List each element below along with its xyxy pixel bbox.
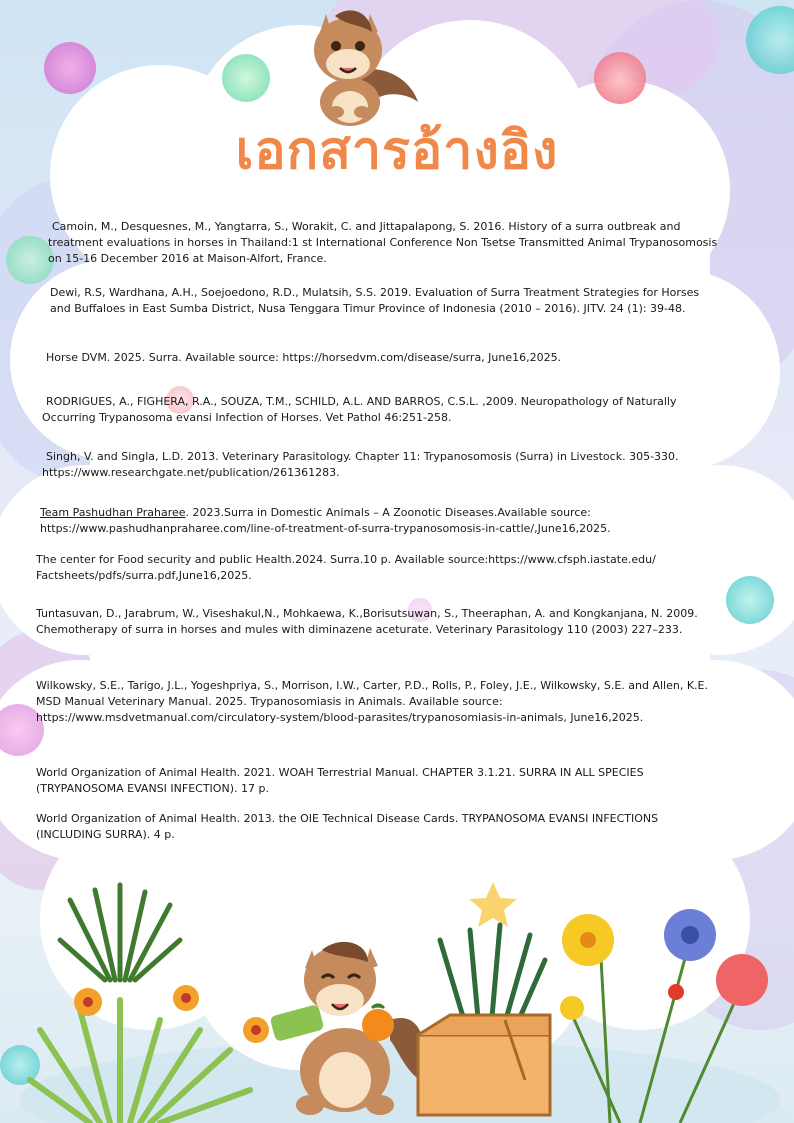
- reference-item: The center for Food security and public Health.2024. Surra.10 p. Available source:https://www.cfsph.iastate.edu/ Factsheets/pdfs/surra.pdf,June16,2025.: [36, 553, 656, 582]
- reference-item: [40, 505, 730, 537]
- reference-item: World Organization of Animal Health. 2021. WOAH Terrestrial Manual. CHAPTER 3.1.21. SURRA IN ALL SPECIES (TRYPANOSOMA EVANSI INFECTION). 17 p.: [36, 766, 644, 795]
- reference-item: Dewi, R.S, Wardhana, A.H., Soejoedono, R.D., Mulatsih, S.S. 2019. Evaluation of Surra Treatment Strategies for Horses and Buffaloes in East Sumba District, Nusa Tenggara Timur Province of Indonesia (2010 – 2016). JITV. 24 (1): 39-48.: [50, 286, 700, 315]
- reference-item: World Organization of Animal Health. 2013. the OIE Technical Disease Cards. TRYPANOSOMA EVANSI INFECTIONS (INCLUDING SURRA). 4 p.: [36, 812, 659, 841]
- page-title: เอกสารอ้างอิง: [235, 121, 559, 181]
- reference-item: Singh, V. and Singla, L.D. 2013. Veterinary Parasitology. Chapter 11: Trypanosomosis (Surra) in Livestock. 305-330. https://www.researchgate.net/publication/261361283.: [42, 450, 679, 479]
- bottom-illustration: [0, 880, 794, 1123]
- reference-author-link: Team Pashudhan Praharee: [40, 506, 186, 519]
- reference-text: . 2023.Surra in Domestic Animals – A Zoonotic Diseases.Available source: https://www.pashudhanpraharee.com/line-of-treatment-of-surra-trypanosomosis-in-cattle/,June16,2025.: [40, 506, 611, 535]
- reference-item: Horse DVM. 2025. Surra. Available source: https://horsedvm.com/disease/surra, June16,2025.: [46, 351, 562, 364]
- reference-item: Camoin, M., Desquesnes, M., Yangtarra, S., Worakit, C. and Jittapalapong, S. 2016. History of a surra outbreak and treatment evaluations in horses in Thailand:1 st International Conference Non Tsetse Transmitted Animal Trypanosomosis on 15-16 December 2016 at Maison-Alfort, France.: [48, 220, 718, 265]
- reference-item: Tuntasuvan, D., Jarabrum, W., Viseshakul,N., Mohkaewa, K.,Borisutsuwan, S., Theeraphan, A. and Kongkanjana, N. 2009. Chemotherapy of surra in horses and mules with diminazene aceturate. Veterinary Parasitology 110 (2003) 227–233.: [36, 607, 698, 636]
- reference-item: Wilkowsky, S.E., Tarigo, J.L., Yogeshpriya, S., Morrison, I.W., Carter, P.D., Rolls, P., Foley, J.E., Wilkowsky, S.E. and Allen, K.E. MSD Manual Veterinary Manual. 2025. Trypanosomiasis in Animals. Available source: https://www.msdvetmanual.com/circulatory-system/blood-parasites/trypanosomiasis-in-animals, June16,2025.: [36, 679, 708, 724]
- reference-item: RODRIGUES, A., FIGHERA, R.A., SOUZA, T.M., SCHILD, A.L. AND BARROS, C.S.L. ,2009. Neuropathology of Naturally Occurring Trypanosoma evansi Infection of Horses. Vet Pathol 46:251-258.: [42, 395, 677, 424]
